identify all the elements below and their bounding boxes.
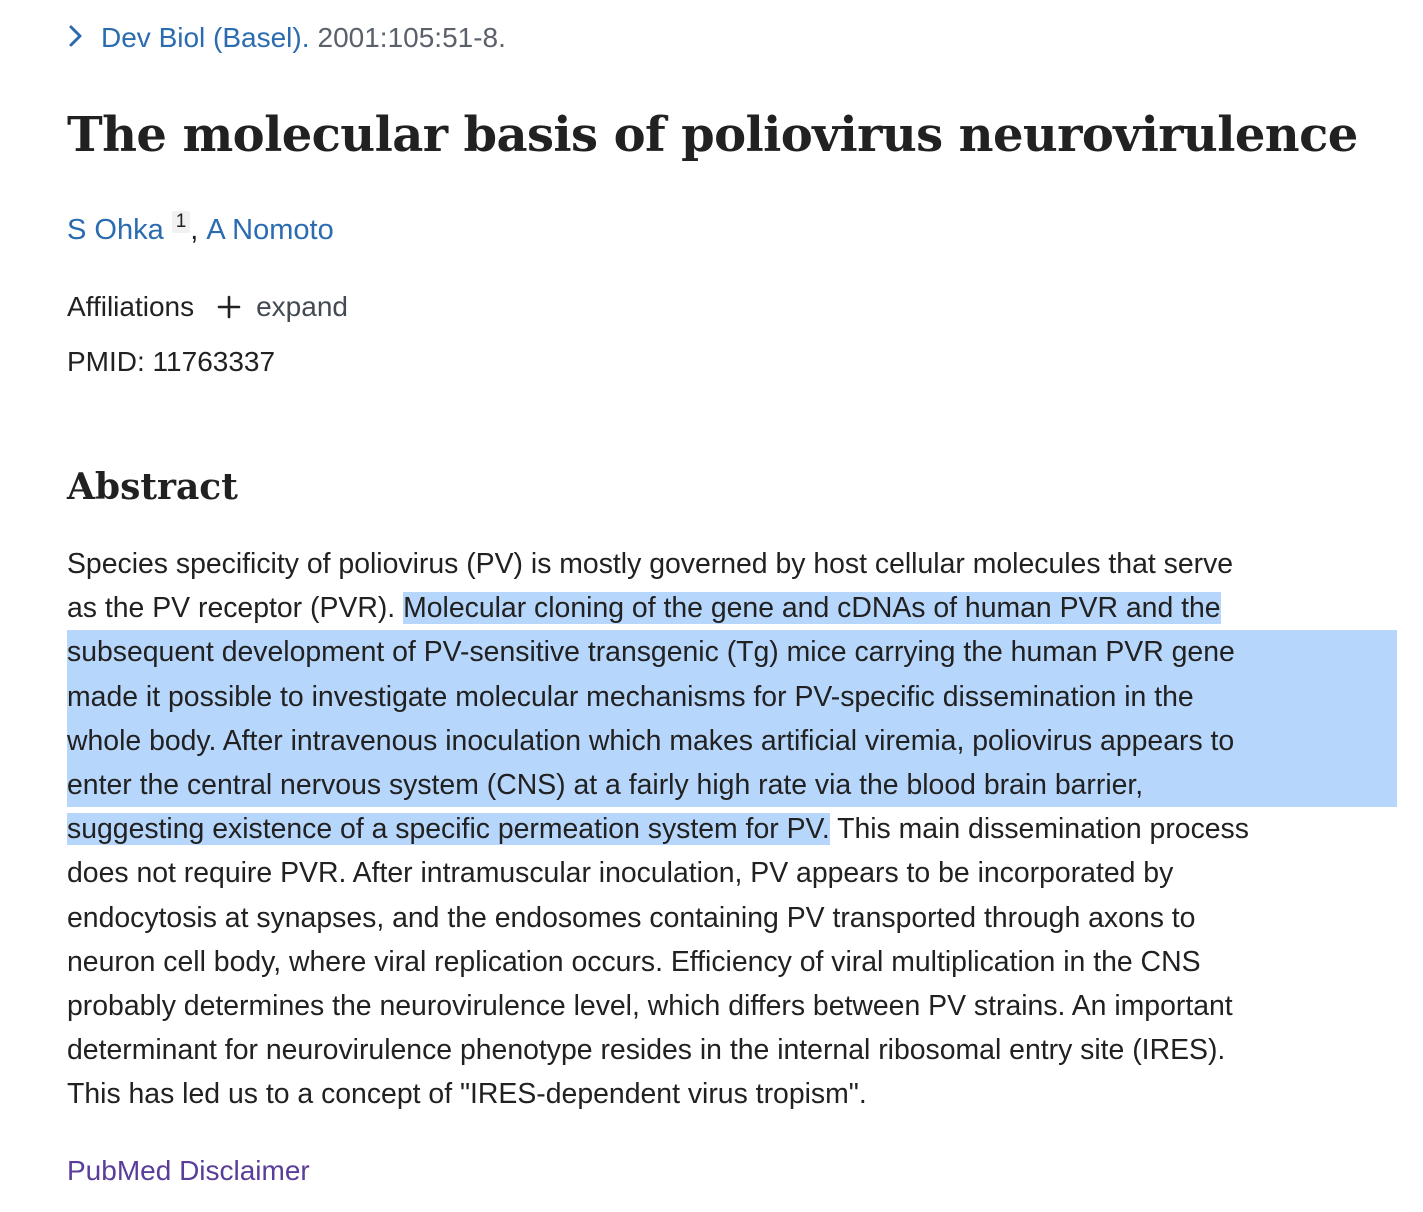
expand-label: expand <box>256 291 348 322</box>
author-separator: , <box>190 214 199 246</box>
citation-line <box>67 18 506 58</box>
article-title: The molecular basis of poliovirus neurovirulence <box>67 107 1358 163</box>
pubmed-disclaimer-link[interactable]: PubMed Disclaimer <box>67 1155 310 1186</box>
abstract-line: does not require PVR. After intramuscular inoculation, PV appears to be incorporated by <box>67 857 1174 890</box>
abstract-line <box>67 586 1387 630</box>
author-link[interactable]: S Ohka <box>67 214 164 246</box>
selected-text-line: enter the central nervous system (CNS) at a fairly high rate via the blood brain barrier, <box>67 763 1397 807</box>
author-list <box>67 208 334 252</box>
pmid: PMID: 11763337 <box>67 346 276 377</box>
affiliations-row <box>67 288 348 326</box>
abstract-line: This has led us to a concept of "IRES-dependent virus tropism". <box>67 1078 867 1111</box>
expand-affiliations-button[interactable] <box>216 288 348 326</box>
chevron-right-icon[interactable] <box>65 23 91 49</box>
abstract-fragment: This main dissemination process <box>837 813 1249 846</box>
affiliation-ref-badge[interactable]: 1 <box>172 211 191 233</box>
selected-text: Molecular cloning of the gene and cDNAs of human PVR and the <box>403 592 1221 625</box>
selected-text-line: whole body. After intravenous inoculation which makes artificial viremia, poliovirus appears to <box>67 719 1397 763</box>
citation-details: 2001:105:51-8. <box>317 22 506 53</box>
abstract-line: determinant for neurovirulence phenotype resides in the internal ribosomal entry site (IRES). <box>67 1034 1226 1067</box>
abstract-fragment: as the PV receptor (PVR). <box>67 592 396 625</box>
abstract-line: neuron cell body, where viral replication occurs. Efficiency of viral multiplication in the CNS <box>67 945 1201 978</box>
selected-text-line: made it possible to investigate molecular mechanisms for PV-specific dissemination in the <box>67 675 1397 719</box>
abstract-line: Species specificity of poliovirus (PV) is mostly governed by host cellular molecules that serve <box>67 548 1234 580</box>
author-link[interactable]: A Nomoto <box>206 214 334 246</box>
journal-link[interactable]: Dev Biol (Basel). <box>101 22 310 53</box>
abstract-text <box>67 542 1387 1117</box>
abstract-line <box>67 807 1387 851</box>
abstract-heading: Abstract <box>67 466 238 508</box>
plus-icon <box>216 294 242 320</box>
abstract-line: probably determines the neurovirulence level, which differs between PV strains. An important <box>67 990 1233 1023</box>
selected-text: suggesting existence of a specific permeation system for PV. <box>67 813 830 846</box>
selected-text-line: subsequent development of PV-sensitive transgenic (Tg) mice carrying the human PVR gene <box>67 630 1397 674</box>
affiliations-label: Affiliations <box>67 291 195 322</box>
abstract-line: endocytosis at synapses, and the endosomes containing PV transported through axons to <box>67 901 1196 934</box>
